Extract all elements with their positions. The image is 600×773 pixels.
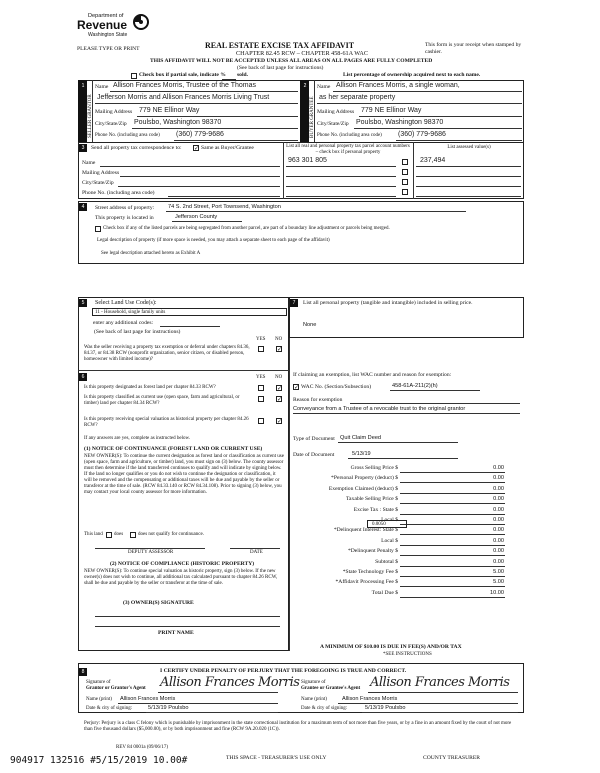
segregated-label: Check box if any of the listed parcels are being segregated from another parcel, are part of a boundary line adjustment or parcels being merged. [103, 226, 390, 231]
does-label: does [114, 532, 124, 537]
fee-value[interactable]: 0.00 [493, 475, 504, 481]
logo-dept: Department of [88, 13, 124, 19]
buyer-name-label: Name [317, 84, 331, 90]
s6-q1: Is this property designated as forest land per chapter 84.33 RCW? [84, 385, 216, 390]
minimum-note: A MINIMUM OF $10.00 IS DUE IN FEE(S) AND/OR TAX [320, 644, 462, 650]
form-chapter: CHAPTER 82.45 RCW – CHAPTER 458-61A WAC [236, 50, 368, 57]
fee-value[interactable]: 0.00 [493, 548, 504, 554]
s6-q2-no-checkbox[interactable]: ✓ [277, 396, 283, 403]
notice1-title: (1) NOTICE OF CONTINUANCE (FOREST LAND OR CURRENT USE) [84, 446, 263, 452]
s6-yes-header: YES [256, 375, 266, 380]
parcel-1-checkbox[interactable] [402, 159, 408, 165]
land-use-select[interactable] [92, 308, 287, 316]
land-use-code: 11 - Household, single family units [95, 310, 166, 315]
fee-label: Subtotal $ [375, 559, 398, 565]
local-rate-box[interactable] [367, 520, 407, 528]
s6-q2-yes-checkbox[interactable] [258, 396, 264, 402]
fee-value[interactable]: 0.00 [493, 496, 504, 502]
fee-label: *Affidavit Processing Fee $ [335, 579, 398, 585]
fee-value[interactable]: 0.00 [493, 538, 504, 544]
date-city-grantee[interactable]: 5/13/19 Poulsbo [365, 705, 406, 711]
name-print-grantee-label: Name (print) [301, 697, 327, 702]
reason-value[interactable]: Conveyance from a Trustee of a revocable trust to the original grantor [293, 406, 466, 412]
s6-q2: Is this property classified as current use (open space, farm and agricultural, or timber) land per chapter 84.34 RCW? [84, 395, 240, 406]
personal-property-value[interactable]: None [303, 322, 317, 328]
same-as-buyer-label: Same as Buyer/Grantee [201, 145, 254, 151]
fee-label: Local $ [381, 517, 398, 523]
section-7-number: 7 [290, 299, 298, 307]
buyer-name-line1[interactable]: Allison Frances Morris, a single woman, [336, 82, 460, 89]
buyer-mailing[interactable]: 779 NE Ellinor Way [361, 107, 422, 114]
parcel-4-checkbox[interactable] [402, 189, 408, 195]
doc-date-label: Date of Document [293, 452, 335, 458]
partial-sale-label: Check box if partial sale, indicate % [139, 72, 226, 78]
parcel-list-header: List all real and personal property tax parcel account numbers – check box if personal property [286, 144, 410, 155]
seller-city[interactable]: Poulsbo, Washington 98370 [134, 119, 222, 126]
same-as-buyer-checkbox[interactable]: ✓ [194, 145, 200, 152]
notice3-title: (3) OWNER(S) SIGNATURE [123, 600, 194, 606]
fee-label: Exemption Claimed (deduct) $ [328, 486, 398, 492]
fee-label: Total Due $ [371, 590, 398, 596]
percent-note: List percentage of ownership acquired next to each name. [343, 72, 481, 78]
name-print-grantee[interactable]: Allison Frances Morris [342, 696, 398, 702]
name-print-grantor-label: Name (print) [86, 697, 112, 702]
grantee-signature[interactable]: Allison Frances Morris [370, 675, 510, 690]
section-3-number: 3 [79, 144, 87, 152]
sold-label: sold. [237, 72, 249, 78]
fee-value[interactable]: 5.00 [493, 579, 504, 585]
assessed-value[interactable]: 237,494 [420, 157, 446, 164]
land-use-label: Select Land Use Code(s): [95, 300, 157, 306]
s6-q3-yes-checkbox[interactable] [258, 418, 264, 424]
s5-yes-header: YES [256, 337, 266, 342]
s6-q3: Is this property receiving special valuation as historical property per chapter 84.26 RCW? [84, 417, 249, 428]
street-label: Street address of property: [95, 205, 155, 211]
section-8-number: 8 [79, 668, 87, 676]
fee-label: *Delinquent Interest: State $ [333, 527, 398, 533]
seller-phone[interactable]: (360) 779-9686 [176, 131, 224, 138]
buyer-phone[interactable]: (360) 779-9686 [398, 131, 446, 138]
date-city-grantor-label: Date & city of signing: [86, 706, 133, 711]
certify-statement: I CERTIFY UNDER PENALTY OF PERJURY THAT THE FOREGOING IS TRUE AND CORRECT. [160, 668, 407, 674]
corr-mailing-label: Mailing Address [82, 170, 120, 176]
fee-value[interactable]: 0.00 [493, 517, 504, 523]
correspondence-label: Send all property tax correspondence to: [91, 145, 182, 151]
fee-label: *State Technology Fee $ [342, 569, 398, 575]
s5-no-header: NO [275, 337, 283, 342]
does-not-label: does not qualify for continuance. [138, 532, 204, 537]
sig-grantee-label: Signature of [301, 680, 326, 685]
grantor-signature[interactable]: Allison Frances Morris [160, 675, 300, 690]
sig-grantor-label: Signature of [86, 680, 111, 685]
section-2-number: 2 [301, 82, 309, 90]
wac-number[interactable]: 458-61A-211(2)(h) [392, 383, 438, 389]
does-not-checkbox[interactable] [130, 532, 136, 538]
corr-city-label: City/State/Zip [82, 180, 114, 186]
seller-mailing[interactable]: 779 NE Ellinor Way [139, 107, 200, 114]
street-address[interactable]: 74 S. 2nd Street, Port Townsend, Washington [168, 204, 281, 210]
s6-no-header: NO [275, 375, 283, 380]
segregated-checkbox[interactable] [95, 226, 101, 232]
fee-label: Local $ [381, 538, 398, 544]
buyer-city[interactable]: Poulsbo, Washington 98370 [356, 119, 444, 126]
seller-name-label: Name [95, 84, 109, 90]
seller-side-label: SELLER GRANTOR [88, 94, 93, 138]
parcel-3-checkbox[interactable] [402, 179, 408, 185]
buyer-mailing-label: Mailing Address [317, 109, 355, 115]
partial-sale-checkbox[interactable] [131, 73, 137, 79]
buyer-city-label: City/State/Zip [317, 121, 349, 127]
does-checkbox[interactable] [106, 532, 112, 538]
assessed-header: List assessed value(s) [447, 145, 491, 150]
notice1-body: NEW OWNER(S): To continue the current designation as forest land or classification as current use (open space, farm and agriculture, or timber) land, you must sign on (3) below. The county assessor must then determine if the land transferred continues to qualify and will indicate by signing below. If the land no longer qualifies or you do not wish to continue the designation or classification, it will be removed and the compensating or additional taxes will be due and payable by the seller or transferor at the time of sale. (RCW 84.33.140 or RCW 84.34.108). Prior to signing (3) below, you may contact your local county assessor for more information. [84, 454, 284, 495]
parcel-2-checkbox[interactable] [402, 169, 408, 175]
reason-label: Reason for exemption [293, 397, 343, 403]
buyer-side-label: BUYER GRANTEE [310, 96, 315, 138]
form-title: REAL ESTATE EXCISE TAX AFFIDAVIT [205, 41, 355, 50]
legal-description[interactable]: See legal description attached hereto as Exhibit A [101, 251, 201, 256]
recording-stamp: 904917 132516 #5/15/2019 10.00# [10, 755, 188, 766]
date-city-grantee-label: Date & city of signing: [301, 706, 348, 711]
s5-q1: Was the seller receiving a property tax exemption or deferral under chapters 84.36, 84.37, or 84.38 RCW (nonprofit organization, senior citizen, or disabled person, homeowner with limited income)? [84, 345, 250, 362]
corr-name-label: Name [82, 160, 96, 166]
personal-property-label: List all personal property (tangible and intangible) included in selling price. [303, 300, 473, 306]
s6-q1-yes-checkbox[interactable] [258, 385, 264, 391]
fee-value[interactable]: 0.00 [493, 559, 504, 565]
sig-grantee-label2: Grantee or Grantee's Agent [301, 686, 361, 691]
deputy-assessor-label: DEPUTY ASSESSOR [128, 550, 174, 555]
fee-label: *Personal Property (deduct) $ [331, 475, 398, 481]
seller-mailing-label: Mailing Address [95, 109, 133, 115]
form-see-back: (See back of last page for instructions) [237, 65, 324, 71]
local-rate: 0.0050 [372, 522, 386, 527]
date-city-grantor[interactable]: 5/13/19 Poulsbo [148, 705, 189, 711]
rev-number: REV 84 0001a (09/06/17) [116, 745, 168, 750]
county-treasurer: COUNTY TREASURER [423, 755, 481, 761]
wac-checkbox[interactable]: ✓ [294, 384, 300, 391]
fee-label: *Delinquent Penalty $ [347, 548, 398, 554]
section-5-number: 5 [79, 299, 87, 307]
notice2-body: NEW OWNER(S): To continue special valuation as historic property, sign (3) below. If the new owner(s) does not wish to continue, all additional tax calculated pursuant to chapter 84.26 RCW, shall be due and payable by the seller or transferor at the time of sale. [84, 569, 278, 586]
section-1-number: 1 [79, 82, 87, 90]
seller-name-line2[interactable]: Jefferson Morris and Allison Frances Morris Living Trust [97, 94, 270, 101]
buyer-name-line2[interactable]: as her separate property [319, 94, 396, 101]
perjury-note: Perjury: Perjury is a class C felony which is punishable by imprisonment in the state correctional institution for a maximum term of not more than five years, or by a fine in an amount fixed by the court of not more than five thousand dollars ($5,000.00), or by both imprisonment and fine (RCW 9A.20.020 (1C)). [84, 721, 512, 732]
fee-value[interactable]: 5.00 [493, 569, 504, 575]
fee-value[interactable]: 0.00 [493, 486, 504, 492]
seller-name-line1[interactable]: Allison Frances Morris, Trustee of the Thomas [113, 82, 257, 89]
seller-city-label: City/State/Zip [95, 121, 127, 127]
sig-grantor-label2: Grantor or Grantor's Agent [86, 686, 146, 691]
fee-value[interactable]: 0.00 [493, 527, 504, 533]
legal-label: Legal description of property (if more space is needed, you may attach a separate sheet to each page of the affidavit) [97, 238, 330, 243]
deputy-date-label: DATE [250, 550, 263, 555]
see-instructions: *SEE INSTRUCTIONS [383, 652, 432, 657]
form-receipt: This form is your receipt when stamped by cashier. [425, 42, 522, 55]
fee-value[interactable]: 0.00 [493, 507, 504, 513]
seller-phone-label: Phone No. (including area code) [95, 133, 160, 138]
this-land-label: This land [84, 532, 103, 537]
s6-q3-no-checkbox[interactable]: ✓ [277, 418, 283, 425]
treasurer-only: THIS SPACE - TREASURER'S USE ONLY [226, 755, 327, 761]
print-name-label: PRINT NAME [158, 630, 194, 636]
additional-codes-label: enter any additional codes: [93, 320, 154, 326]
wac-label: WAC No. (Section/Subsection) [301, 384, 372, 390]
form-warning: THIS AFFIDAVIT WILL NOT BE ACCEPTED UNLESS ALL AREAS ON ALL PAGES ARE FULLY COMPLETED [150, 58, 433, 64]
s6-q1-no-checkbox[interactable]: ✓ [277, 385, 283, 392]
doc-type-label: Type of Document [293, 436, 335, 442]
fee-label: Excise Tax : State $ [353, 507, 398, 513]
located-label: This property is located in [95, 215, 154, 221]
section-6-number: 6 [79, 373, 87, 381]
fee-label: Gross Selling Price $ [350, 465, 398, 471]
fee-value[interactable]: 10.00 [490, 590, 504, 596]
located-county[interactable]: Jefferson County [175, 214, 218, 220]
parcel-number[interactable]: 963 301 805 [288, 157, 327, 164]
name-print-grantor[interactable]: Allison Frances Morris [120, 696, 176, 702]
section-4-number: 4 [79, 203, 87, 211]
revenue-swirl-icon [131, 12, 151, 32]
corr-phone-label: Phone No. (including area code) [82, 190, 155, 196]
land-use-see-back: (See back of last page for instructions) [94, 329, 181, 335]
s5-q1-no-checkbox[interactable]: ✓ [277, 346, 283, 353]
s5-q1-yes-checkbox[interactable] [258, 346, 264, 352]
buyer-phone-label: Phone No. (including area code) [317, 133, 382, 138]
doc-type-value[interactable]: Quit Claim Deed [340, 435, 382, 441]
if-yes-note: If any answers are yes, complete as instructed below. [84, 436, 191, 441]
fee-label: Taxable Selling Price $ [346, 496, 398, 502]
wac-header: If claiming an exemption, list WAC number and reason for exemption: [293, 372, 452, 378]
logo-name: Revenue [77, 18, 128, 32]
doc-date-value[interactable]: 5/13/19 [352, 451, 371, 457]
notice2-title: (2) NOTICE OF COMPLIANCE (HISTORIC PROPERTY) [110, 561, 255, 567]
fee-value[interactable]: 0.00 [493, 465, 504, 471]
please-type: PLEASE TYPE OR PRINT [77, 46, 140, 52]
logo-state: Washington State [88, 32, 128, 38]
